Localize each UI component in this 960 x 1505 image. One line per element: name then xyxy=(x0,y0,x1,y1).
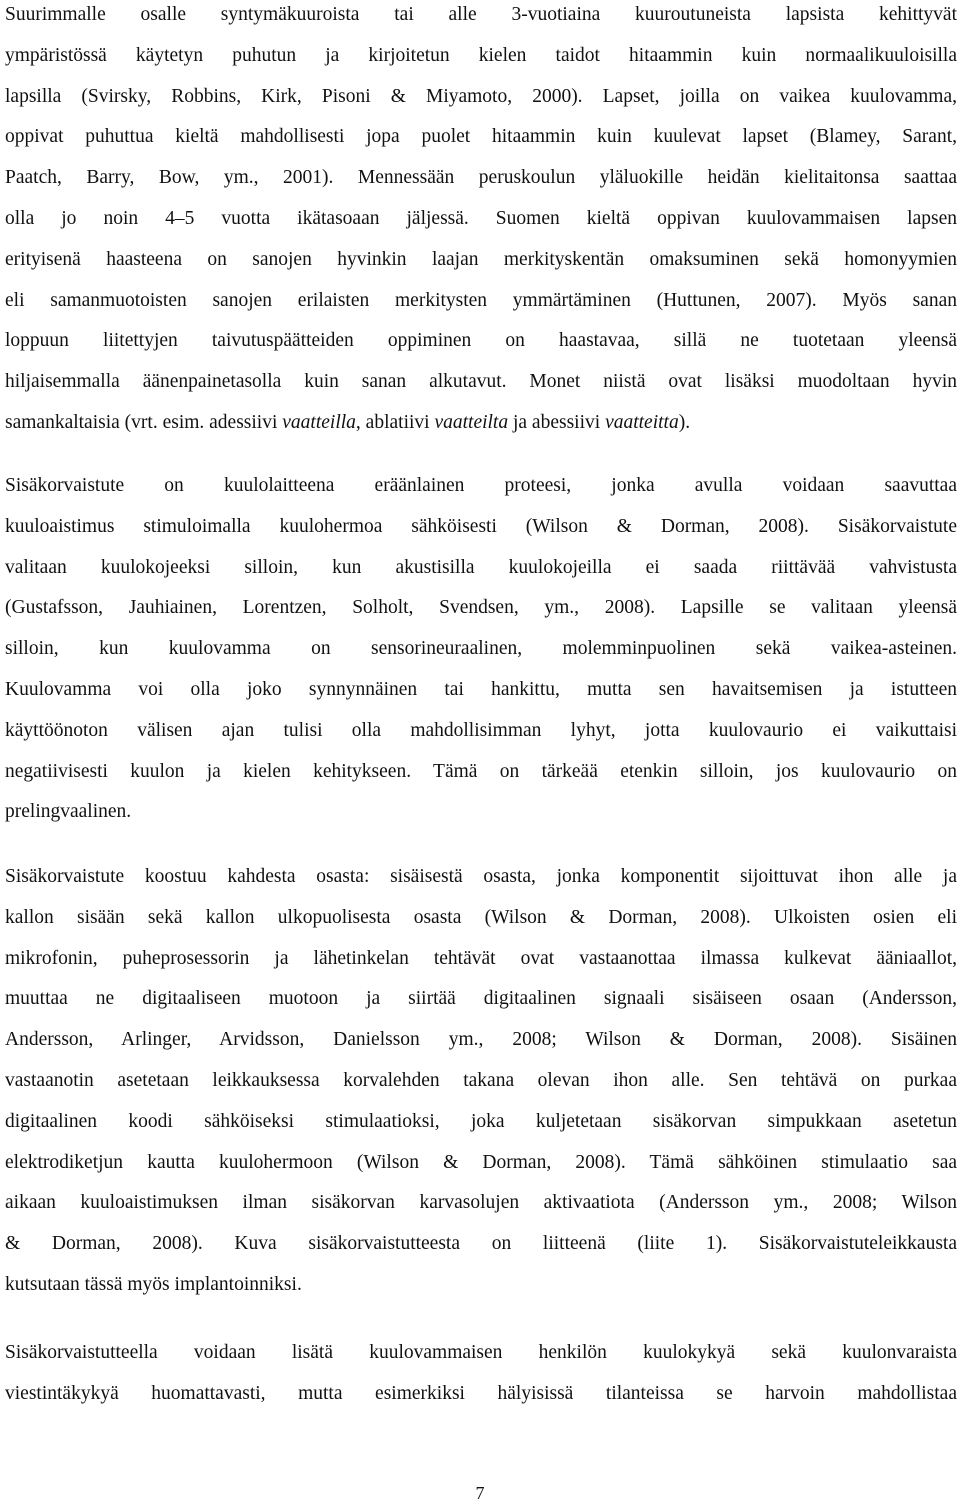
italic-term: vaatteilta xyxy=(434,411,509,433)
text-line: negatiivisesti kuulon ja kielen kehitykseen. Tämä on tärkeää etenkin silloin, jos kuulovaurio on xyxy=(5,760,957,782)
text-line xyxy=(5,403,957,444)
text-line: erityisenä haasteena on sanojen hyvinkin laajan merkityskentän omaksuminen sekä homonyymien xyxy=(5,248,957,270)
text-line: lapsilla (Svirsky, Robbins, Kirk, Pisoni & Miyamoto, 2000). Lapset, joilla on vaikea kuulovamma, xyxy=(5,85,957,107)
text-line: käyttöönoton välisen ajan tulisi olla mahdollisimman lyhyt, jotta kuulovaurio ei vaikuttaisi xyxy=(5,719,957,741)
paragraph-4 xyxy=(5,1333,957,1415)
text-run: , ablatiivi xyxy=(355,411,435,433)
paragraph-3 xyxy=(5,857,957,1306)
text-line: kuuloaistimus stimuloimalla kuulohermoa sähköisesti (Wilson & Dorman, 2008). Sisäkorvaistute xyxy=(5,515,957,537)
text-line: kutsutaan tässä myös implantoinniksi. xyxy=(5,1273,302,1295)
text-line: olla jo noin 4–5 vuotta ikätasoaan jäljessä. Suomen kieltä oppivan kuulovammaisen lapsen xyxy=(5,207,957,229)
text-line: mikrofonin, puheprosessorin ja lähetinkelan tehtävät ovat vastaanottaa ilmassa kulkevat ääniaallot, xyxy=(5,947,957,969)
paragraph-1 xyxy=(5,0,957,444)
text-line: Paatch, Barry, Bow, ym., 2001). Mennessään peruskoulun yläluokille heidän kielitaitonsa saattaa xyxy=(5,167,957,189)
text-line: digitaalinen koodi sähköiseksi stimulaatioksi, joka kuljetetaan sisäkorvan simpukkaan asetetun xyxy=(5,1110,957,1132)
text-line: kallon sisään sekä kallon ulkopuolisesta osasta (Wilson & Dorman, 2008). Ulkoisten osien eli xyxy=(5,906,957,928)
text-line: & Dorman, 2008). Kuva sisäkorvaistutteesta on liitteenä (liite 1). Sisäkorvaistuteleikkausta xyxy=(5,1233,957,1255)
paragraph-2 xyxy=(5,466,957,833)
text-line: Andersson, Arlinger, Arvidsson, Danielsson ym., 2008; Wilson & Dorman, 2008). Sisäinen xyxy=(5,1029,957,1051)
text-line: viestintäkykyä huomattavasti, mutta esimerkiksi hälyisissä tilanteissa se harvoin mahdollistaa xyxy=(5,1382,957,1404)
text-run: ). xyxy=(678,411,691,433)
text-line: Sisäkorvaistute koostuu kahdesta osasta: sisäisestä osasta, jonka komponentit sijoittuvat ihon alle ja xyxy=(5,866,957,887)
text-line: eli samanmuotoisten sanojen erilaisten merkitysten ymmärtäminen (Huttunen, 2007). Myös sanan xyxy=(5,289,957,311)
text-line: valitaan kuulokojeeksi silloin, kun akustisilla kuulokojeilla ei saada riittävää vahvistusta xyxy=(5,556,957,578)
text-line: hiljaisemmalla äänenpainetasolla kuin sanan alkutavut. Monet niistä ovat lisäksi muodoltaan hyvin xyxy=(5,371,957,393)
text-line: ympäristössä käytetyn puhutun ja kirjoitetun kielen taidot hitaammin kuin normaalikuuloisilla xyxy=(5,44,957,66)
text-line: prelingvaalinen. xyxy=(5,801,132,823)
text-line: aikaan kuuloaistimuksen ilman sisäkorvan karvasolujen aktivaatiota (Andersson ym., 2008; Wilson xyxy=(5,1192,957,1214)
italic-term: vaatteilla xyxy=(282,411,356,433)
text-run: samankaltaisia (vrt. esim. adessiivi xyxy=(5,411,283,433)
text-line: Sisäkorvaistutteella voidaan lisätä kuulovammaisen henkilön kuulokykyä sekä kuulonvaraista xyxy=(5,1342,957,1363)
text-run: ja abessiivi xyxy=(508,411,606,433)
text-line: loppuun liitettyjen taivutuspäätteiden oppiminen on haastavaa, sillä ne tuotetaan yleensä xyxy=(5,330,957,352)
page-number: 7 xyxy=(475,1483,485,1503)
text-line: Kuulovamma voi olla joko synnynnäinen tai hankittu, mutta sen havaitsemisen ja istutteen xyxy=(5,678,957,700)
text-line: silloin, kun kuulovamma on sensorineuraalinen, molemminpuolinen sekä vaikea-asteinen. xyxy=(5,638,957,660)
text-line: oppivat puhuttua kieltä mahdollisesti jopa puolet hitaammin kuin kuulevat lapset (Blamey, Sarant, xyxy=(5,126,957,148)
text-line: Suurimmalle osalle syntymäkuuroista tai alle 3-vuotiaina kuuroutuneista lapsista kehittyvät xyxy=(5,4,957,25)
text-line: (Gustafsson, Jauhiainen, Lorentzen, Solholt, Svendsen, ym., 2008). Lapsille se valitaan yleensä xyxy=(5,597,957,619)
italic-term: vaatteitta xyxy=(605,411,679,433)
text-line: Sisäkorvaistute on kuulolaitteena eräänlainen proteesi, jonka avulla voidaan saavuttaa xyxy=(5,475,957,496)
text-line: muuttaa ne digitaaliseen muotoon ja siirtää digitaalinen signaali sisäiseen osaan (Andersson, xyxy=(5,988,957,1010)
text-line: elektrodiketjun kautta kuulohermoon (Wilson & Dorman, 2008). Tämä sähköinen stimulaatio saa xyxy=(5,1151,957,1173)
text-line: vastaanotin asetetaan leikkauksessa korvalehden takana olevan ihon alle. Sen tehtävä on purkaa xyxy=(5,1069,957,1091)
